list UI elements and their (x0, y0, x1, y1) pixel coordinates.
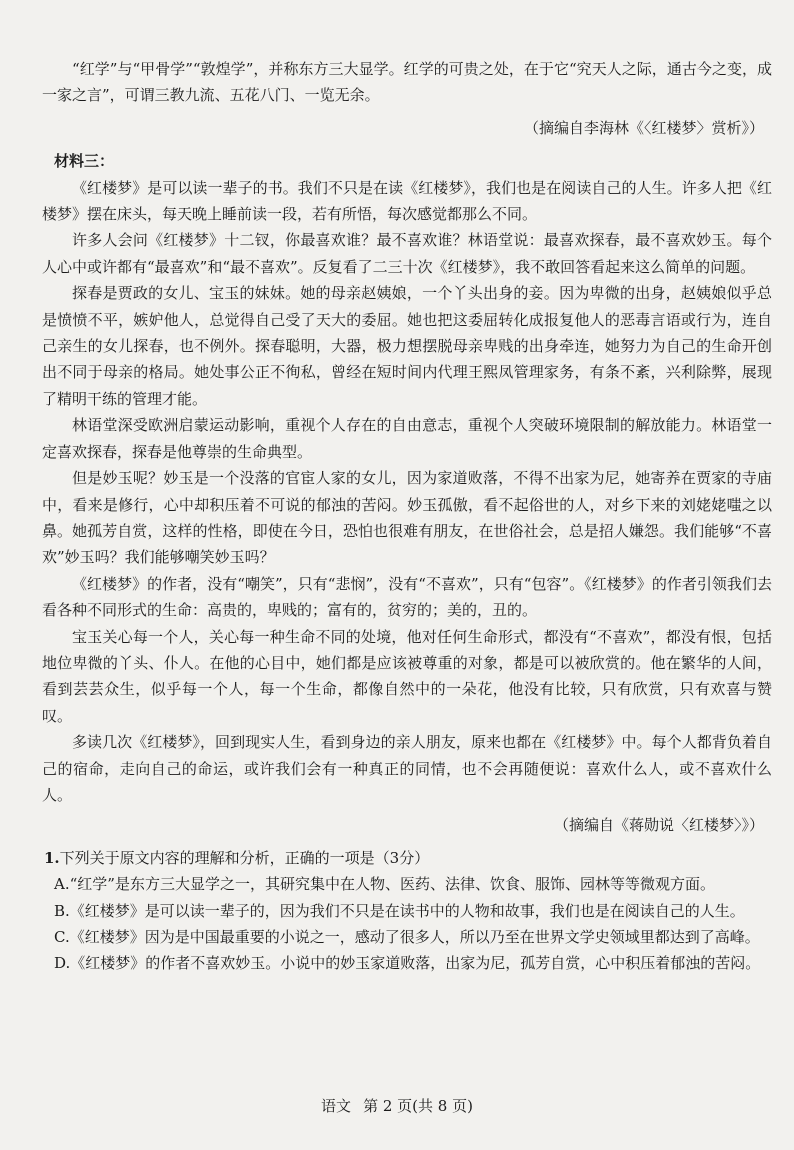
material-paragraph: 许多人会问《红楼梦》十二钗，你最喜欢谁？最不喜欢谁？林语堂说：最喜欢探春，最不喜欢妙玉。每个人心中或许都有“最喜欢”和“最不喜欢”。反复看了二三十次《红楼梦》，我不敢回答看起来这么简单的问题。 (42, 231, 772, 276)
option-a: A.“红学”是东方三大显学之一，其研究集中在人物、医药、法律、饮食、服饰、园林等等微观方面。 (54, 875, 715, 894)
page-content (42, 56, 772, 977)
material-paragraph: 多读几次《红楼梦》，回到现实人生，看到身边的亲人朋友，原来也都在《红楼梦》中。每个人都背负着自己的宿命，走向自己的命运，或许我们会有一种真正的同情，也不会再随便说：喜欢什么人，或不喜欢什么人。 (42, 733, 772, 804)
footer-subject: 语文 (321, 1097, 352, 1115)
question-text: 下列关于原文内容的理解和分析，正确的一项是（3分） (59, 848, 430, 867)
material-paragraph: 《红楼梦》是可以读一辈子的书。我们不只是在读《红楼梦》，我们也是在阅读自己的人生。许多人把《红楼梦》摆在床头，每天晚上睡前读一段，若有所悟，每次感觉都那么不同。 (42, 178, 772, 224)
material-3-heading: 材料三： (54, 152, 115, 171)
material-paragraph: 《红楼梦》的作者，没有“嘲笑”，只有“悲悯”，没有“不喜欢”，只有“包容”。《红楼梦》的作者引领我们去看各种不同形式的生命：高贵的，卑贱的；富有的，贫穷的；美的，丑的。 (42, 574, 772, 620)
page-footer (0, 1093, 794, 1119)
material-3-body (42, 175, 772, 809)
source-citation-1: （摘编自李海林《〈红楼梦〉赏析》） (523, 118, 764, 137)
question-stem (44, 845, 772, 871)
option-b: B.《红楼梦》是可以读一辈子的，因为我们不只是在读书中的人物和故事，我们也是在阅读自己的人生。 (54, 901, 745, 920)
question-1 (42, 845, 772, 977)
footer-page-number: 第 2 页(共 8 页) (363, 1097, 473, 1115)
material-paragraph: 探春是贾政的女儿、宝玉的妹妹。她的母亲赵姨娘，一个丫头出身的妾。因为卑微的出身，赵姨娘似乎总是愤愤不平，嫉妒他人，总觉得自己受了天大的委屈。她也把这委屈转化成报复他人的恶毒言语或行为，连自己亲生的女儿探春，也不例外。探春聪明，大器，极力想摆脱母亲卑贱的出身牵连，她努力为自己的生命开创出不同于母亲的格局。她处事公正不徇私，曾经在短时间内代理王熙凤管理家务，有条不紊，兴利除弊，展现了精明干练的管理才能。 (42, 284, 772, 408)
material-paragraph: 林语堂深受欧洲启蒙运动影响，重视个人存在的自由意志，重视个人突破环境限制的解放能力。林语堂一定喜欢探春，探春是他尊崇的生命典型。 (42, 416, 772, 461)
intro-paragraph: “红学”与“甲骨学”“敦煌学”，并称东方三大显学。红学的可贵之处，在于它“究天人之际，通古今之变，成一家之言”，可谓三教九流、五花八门、一览无余。 (42, 60, 772, 105)
material-paragraph: 但是妙玉呢？妙玉是一个没落的官宦人家的女儿，因为家道败落，不得不出家为尼，她寄养在贾家的寺庙中，看来是修行，心中却积压着不可说的郁浊的苦闷。妙玉孤傲，看不起俗世的人，对乡下来的刘姥姥嗤之以鼻。她孤芳自赏，这样的性格，即使在今日，恐怕也很难有朋友，在世俗社会，总是招人嫌怨。我们能够“不喜欢”妙玉吗？我们能够嘲笑妙玉吗？ (42, 469, 772, 567)
question-number: 1. (44, 848, 60, 867)
option-d: D.《红楼梦》的作者不喜欢妙玉。小说中的妙玉家道败落，出家为尼，孤芳自赏，心中积压着郁浊的苦闷。 (54, 954, 761, 973)
material-paragraph: 宝玉关心每一个人，关心每一种生命不同的处境，他对任何生命形式，都没有“不喜欢”，都没有恨，包括地位卑微的丫头、仆人。在他的心目中，她们都是应该被尊重的对象，都是可以被欣赏的。他在繁华的人间，看到芸芸众生，似乎每一个人，每一个生命，都像自然中的一朵花，他没有比较，只有欣赏，只有欢喜与赞叹。 (42, 627, 772, 725)
option-c: C.《红楼梦》因为是中国最重要的小说之一，感动了很多人，所以乃至在世界文学史领域里都达到了高峰。 (54, 928, 760, 946)
source-citation-2: （摘编自《蒋勋说〈红楼梦〉》） (553, 816, 764, 835)
